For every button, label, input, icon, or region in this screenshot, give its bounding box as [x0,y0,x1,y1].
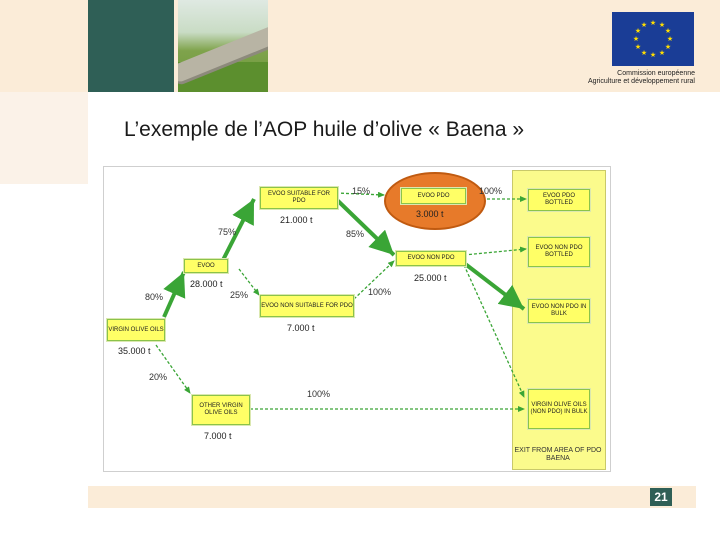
exit-zone-label: EXIT FROM AREA OF PDO BAENA [514,447,602,462]
left-decor-strip [0,92,88,184]
node-out-pdo-bottled: EVOO PDO BOTTLED [528,189,590,211]
flow-diagram [103,166,611,472]
pct-non-suitable-to-non-pdo: 100% [368,287,392,297]
node-virgin-olive-oils: VIRGIN OLIVE OILS [107,319,165,341]
landscape-photo [178,0,268,92]
svg-text:★: ★ [664,43,672,51]
pct-evoo-to-suitable: 75% [218,227,237,237]
node-evoo-pdo: EVOO PDO [401,188,466,204]
node-out-non-pdo-bulk: EVOO NON PDO IN BULK [528,299,590,323]
qty-evoo-non-suitable: 7.000 t [287,323,315,333]
qty-evoo-suitable: 21.000 t [280,215,313,225]
arrow-nonpdo-to-bottled [464,249,526,255]
svg-text:★: ★ [658,49,666,57]
eu-directorate-line: Agriculture et développement rural [587,78,695,85]
node-other-virgin: OTHER VIRGIN OLIVE OILS [192,395,250,425]
qty-virgin: 35.000 t [118,346,151,356]
pct-virgin-to-other: 20% [149,372,168,382]
arrow-virgin-to-other [156,345,190,393]
node-evoo-non-pdo: EVOO NON PDO [396,251,466,266]
node-out-virgin-bulk: VIRGIN OLIVE OILS (NON PDO) IN BULK [528,389,590,429]
node-evoo-non-suitable: EVOO NON SUITABLE FOR PDO [260,295,354,317]
header-accent-block [88,0,174,92]
svg-text:★: ★ [664,27,672,35]
svg-text:★: ★ [640,49,648,57]
pct-evoo-to-non-suitable: 25% [230,290,249,300]
pct-other-to-bulk: 100% [307,389,331,399]
pct-suitable-to-non-pdo: 85% [346,229,365,239]
svg-text:★: ★ [649,51,657,59]
svg-text:★: ★ [634,43,642,51]
svg-text:★: ★ [649,19,657,27]
qty-evoo: 28.000 t [190,279,223,289]
qty-evoo-non-pdo: 25.000 t [414,273,447,283]
qty-other-virgin: 7.000 t [204,431,232,441]
node-out-non-pdo-bottled: EVOO NON PDO BOTTLED [528,237,590,267]
eu-commission-line: Commission européenne [617,70,695,77]
pct-suitable-to-pdo: 15% [352,186,371,196]
svg-text:★: ★ [658,21,666,29]
node-evoo: EVOO [184,259,228,273]
page-number: 21 [650,488,672,506]
pct-pdo-to-bottled: 100% [479,186,503,196]
eu-commission-text [560,70,695,86]
arrow-virgin-to-evoo [164,272,184,317]
svg-text:★: ★ [666,35,674,43]
pct-virgin-to-evoo: 80% [145,292,164,302]
slide-title: L’exemple de l’AOP huile d’olive « Baena » [124,118,525,141]
svg-text:★: ★ [634,27,642,35]
eu-flag-logo [612,12,694,66]
svg-text:★: ★ [640,21,648,29]
footer-bar [88,486,696,508]
svg-text:★: ★ [632,35,640,43]
qty-evoo-pdo: 3.000 t [416,209,444,219]
node-evoo-suitable: EVOO SUITABLE FOR PDO [260,187,338,209]
